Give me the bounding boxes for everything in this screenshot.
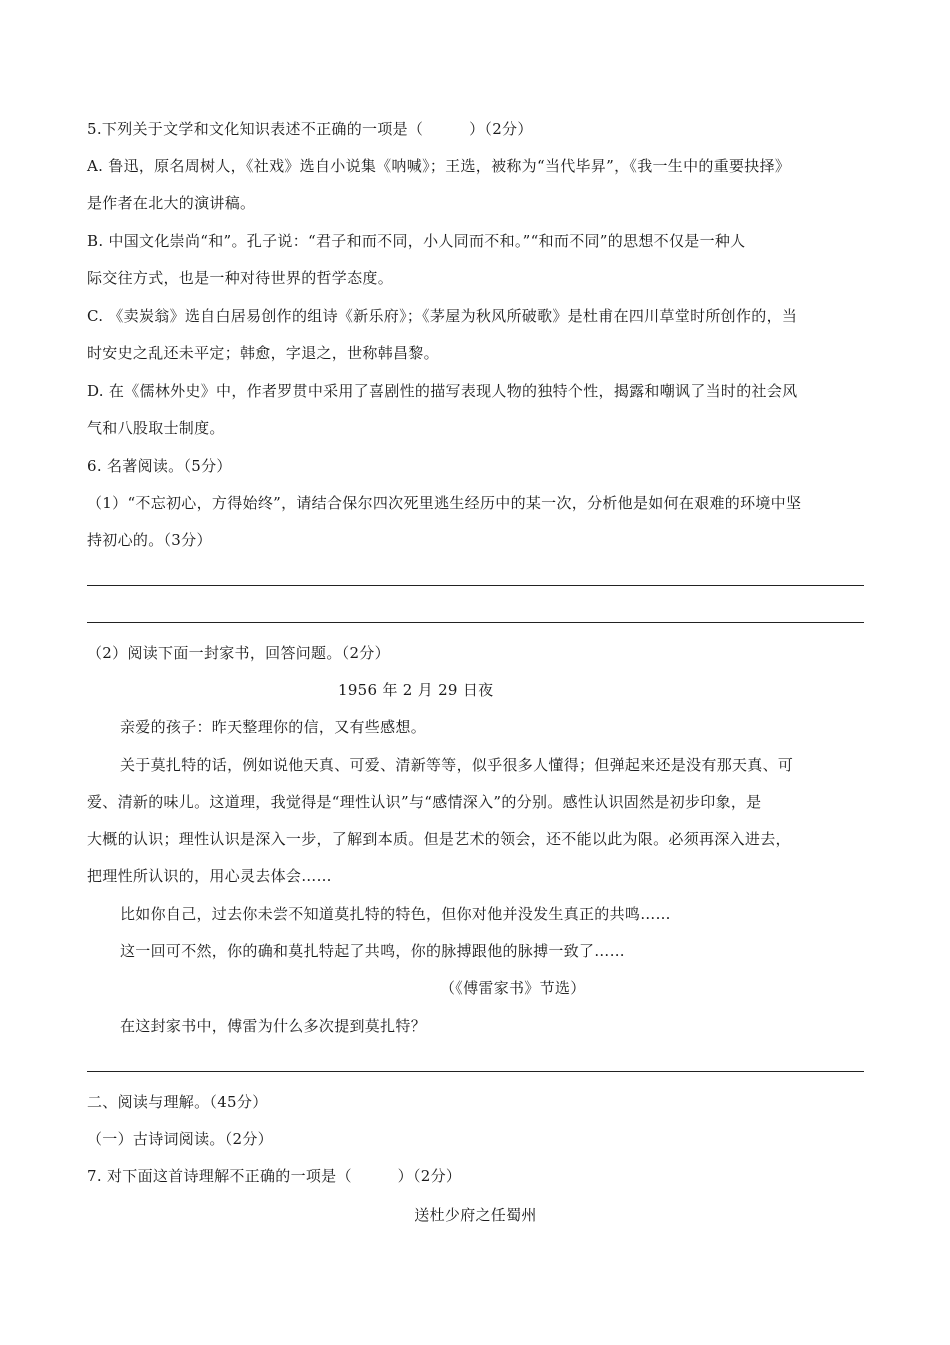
section2-sub1: （一）古诗词阅读。（2分） [87,1130,273,1148]
q5-option-c-line1: C. 《卖炭翁》选自白居易创作的组诗《新乐府》；《茅屋为秋风所破歌》是杜甫在四川草堂时所创作的，当 [87,307,798,325]
q5-option-c-line2: 时安史之乱还未平定；韩愈，字退之，世称韩昌黎。 [87,344,439,362]
letter-line-6: 比如你自己，过去你未尝不知道莫扎特的特色，但你对他并没发生真正的共鸣…… [120,905,671,923]
q5-option-a-line2: 是作者在北大的演讲稿。 [87,194,256,212]
letter-greeting: 亲爱的孩子：昨天整理你的信，又有些感想。 [120,718,427,736]
q6-part2-stem: （2）阅读下面一封家书，回答问题。（2分） [87,644,390,662]
q6-part1-line2: 持初心的。（3分） [87,531,212,549]
q5-option-b-line2: 际交往方式，也是一种对待世界的哲学态度。 [87,269,394,287]
q5-option-b-line1: B. 中国文化崇尚“和”。孔子说：“君子和而不同，小人同而不和。”“和而不同”的思想不仅是一种人 [87,232,746,250]
q5-option-a-line1: A. 鲁迅，原名周树人，《社戏》选自小说集《呐喊》；王选，被称为“当代毕昇”，《我一生中的重要抉择》 [87,157,791,175]
q5-stem: 5.下列关于文学和文化知识表述不正确的一项是（ ）（2分） [87,120,533,138]
letter-date: 1956 年 2 月 29 日夜 [338,681,494,699]
q5-option-d-line2: 气和八股取士制度。 [87,419,225,437]
letter-line-5: 把理性所认识的，用心灵去体会…… [87,867,332,885]
q5-option-d-line1: D. 在《儒林外史》中，作者罗贯中采用了喜剧性的描写表现人物的独特个性，揭露和嘲讽了当时的社会风 [87,382,798,400]
letter-line-4: 大概的认识；理性认识是深入一步，了解到本质。但是艺术的领会，还不能以此为限。必须再深入进去， [87,830,791,848]
letter-line-7: 这一回可不然，你的确和莫扎特起了共鸣，你的脉搏跟他的脉搏一致了…… [120,942,625,960]
section2-title: 二、阅读与理解。（45分） [87,1093,268,1111]
q7-stem: 7. 对下面这首诗理解不正确的一项是（ ）（2分） [87,1167,462,1185]
answer-line-3[interactable] [87,1071,864,1072]
answer-line-1[interactable] [87,585,864,586]
letter-line-3: 爱、清新的味儿。这道理，我觉得是“理性认识”与“感情深入”的分别。感性认识固然是初步印象，是 [87,793,762,811]
letter-line-2: 关于莫扎特的话，例如说他天真、可爱、清新等等，似乎很多人懂得；但弹起来还是没有那天真、可 [120,756,794,774]
answer-line-2[interactable] [87,622,864,623]
q6-part2-question: 在这封家书中，傅雷为什么多次提到莫扎特？ [120,1017,427,1035]
letter-source: （《傅雷家书》节选） [440,979,586,997]
q6-part1-line1: （1）“不忘初心，方得始终”，请结合保尔四次死里逃生经历中的某一次，分析他是如何在艰难的环境中坚 [87,494,802,512]
poem-title: 送杜少府之任蜀州 [414,1206,537,1224]
q6-stem: 6. 名著阅读。（5分） [87,457,232,475]
